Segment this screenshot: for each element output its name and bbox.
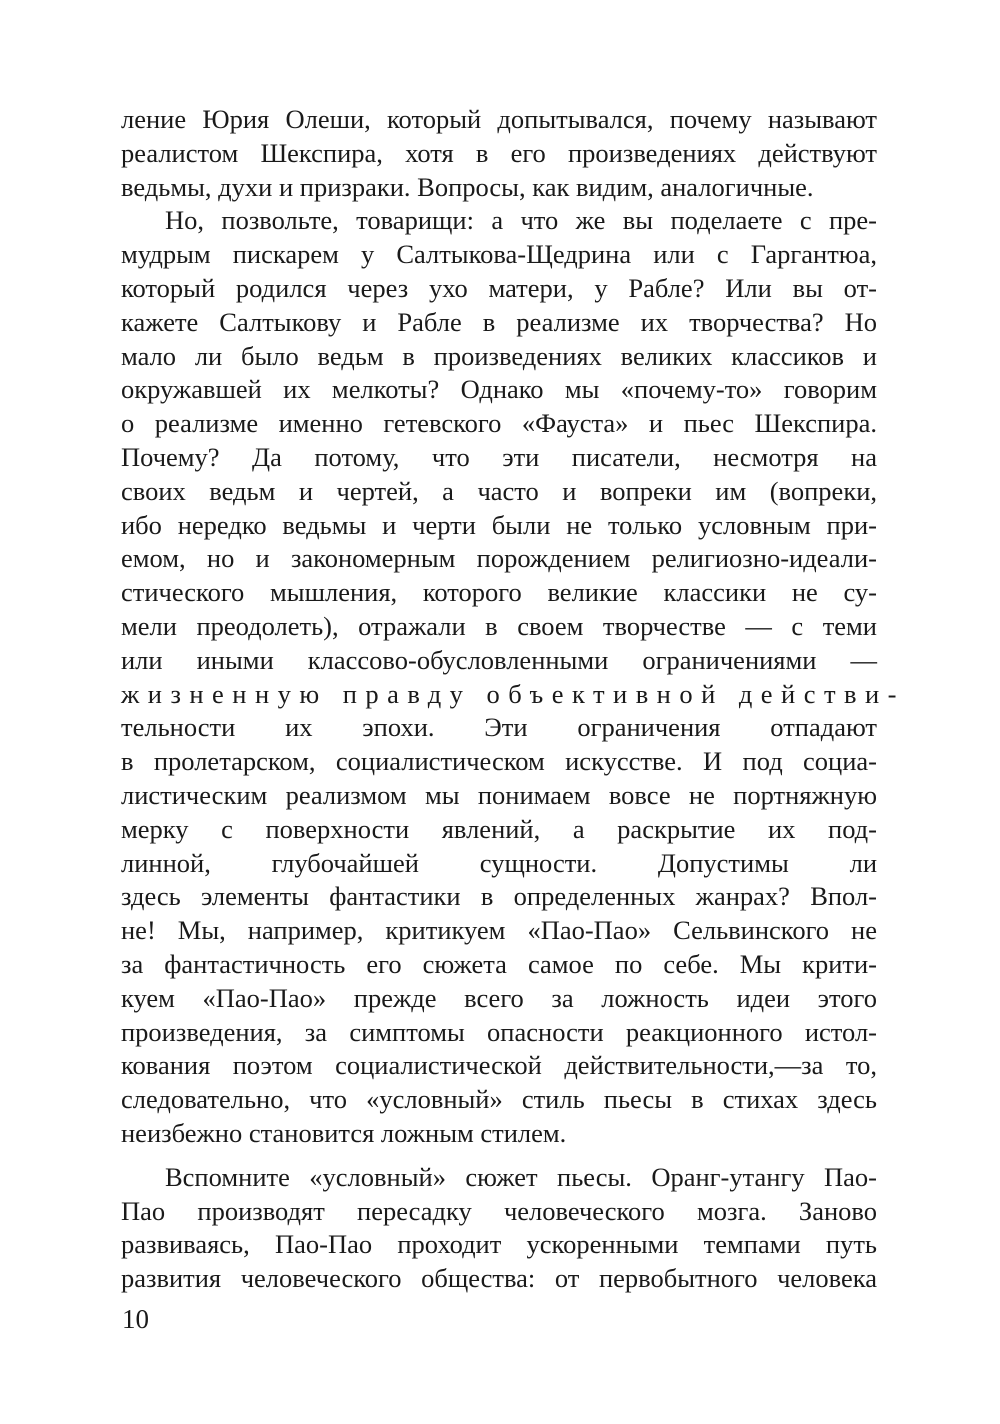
- text-line: мерку с поверхности явлений, а раскрытие их под-: [121, 813, 877, 844]
- text-line: Пао производят пересадку человеческого мозга. Заново: [121, 1195, 877, 1226]
- text-line: не! Мы, например, критикуем «Пао-Пао» Сельвинского не: [121, 915, 877, 946]
- text-line: или иными классово-обусловленными ограничениями —: [121, 644, 877, 675]
- page-number: 10: [122, 1304, 149, 1334]
- text-line: куем «Пао-Пао» прежде всего за ложность идеи этого: [121, 982, 877, 1013]
- text-line: Почему? Да потому, что эти писатели, несмотря на: [121, 441, 877, 472]
- text-line-spaced: жизненную правду объективной действи-: [121, 678, 905, 709]
- text-line: следовательно, что «условный» стиль пьесы в стихах здесь: [121, 1084, 877, 1115]
- text-line: Но, позвольте, товарищи: а что же вы поделаете с пре-: [165, 205, 877, 236]
- text-line: мало ли было ведьм в произведениях великих классиков и: [121, 340, 877, 371]
- text-line: мели преодолеть), отражали в своем творчестве — с теми: [121, 610, 877, 641]
- text-line: ление Юрия Олеши, который допытывался, почему называют: [121, 104, 877, 134]
- text-line: тельности их эпохи. Эти ограничения отпадают: [121, 712, 877, 743]
- text-line: своих ведьм и чертей, а часто и вопреки им (вопреки,: [121, 475, 877, 506]
- text-line: ведьмы, духи и призраки. Вопросы, как видим, аналогичные.: [121, 171, 814, 202]
- text-line: листическим реализмом мы понимаем вовсе не портняжную: [121, 779, 877, 810]
- text-line: кажете Салтыкову и Рабле в реализме их творчества? Но: [121, 306, 877, 337]
- text-line: ибо нередко ведьмы и черти были не только условным при-: [121, 509, 877, 540]
- text-line: развиваясь, Пао-Пао проходит ускоренными темпами путь: [121, 1229, 877, 1260]
- text-line: в пролетарском, социалистическом искусстве. И под социа-: [121, 746, 877, 777]
- paragraph-gap: [121, 1151, 877, 1161]
- text-line: здесь элементы фантастики в определенных жанрах? Впол-: [121, 881, 877, 912]
- text-line: емом, но и закономерным порождением религиозно-идеали-: [121, 543, 877, 574]
- text-line: который родился через ухо матери, у Рабле? Или вы от-: [121, 272, 877, 303]
- body-text: [121, 103, 905, 1296]
- text-line: кования поэтом социалистической действительности,—за то,: [121, 1050, 877, 1081]
- text-line: стического мышления, которого великие классики не су-: [121, 577, 877, 608]
- text-line: мудрым пискарем у Салтыкова-Щедрина или с Гаргантюа,: [121, 239, 877, 270]
- text-line: произведения, за симптомы опасности реакционного истол-: [121, 1016, 877, 1047]
- text-line: о реализме именно гетевского «Фауста» и пьес Шекспира.: [121, 408, 877, 439]
- text-line: Вспомните «условный» сюжет пьесы. Оранг-утангу Пао-: [165, 1161, 877, 1192]
- text-line: реалистом Шекспира, хотя в его произведениях действуют: [121, 137, 877, 168]
- text-line: неизбежно становится ложным стилем.: [121, 1117, 567, 1148]
- text-line: линной, глубочайшей сущности. Допустимы ли: [121, 847, 877, 878]
- text-line: развития человеческого общества: от первобытного человека: [121, 1263, 877, 1294]
- text-line: за фантастичность его сюжета самое по себе. Мы крити-: [121, 948, 877, 979]
- text-line: окружавшей их мелкоты? Однако мы «почему-то» говорим: [121, 374, 877, 405]
